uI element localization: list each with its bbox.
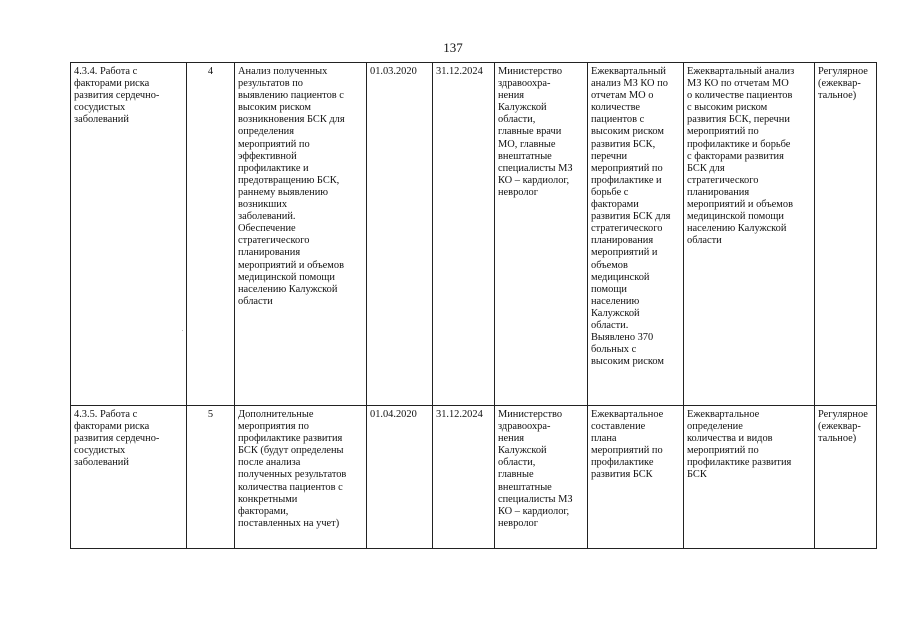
start-date-cell: 01.04.2020 [367,406,433,549]
activity-cell: Дополнительные мероприятия по профилактике развития БСК (будут определены после анализа полученных результатов количества пациентов с конкретными факторами, поставленных на учет) [235,406,367,549]
control-cell: Ежеквартальный анализ МЗ КО по отчетам МО о количестве пациентов с высоким риском развития БСК, перечни мероприятий по профилактике и борьбе с факторами развития БСК для стратегического планирования мероприятий и объемов медицинской помощи населению Калужской области [684,63,815,406]
end-date-cell: 31.12.2024 [433,63,495,406]
task-cell: 4.3.4. Работа с факторами риска развития сердечно- сосудистых заболеваний [71,63,187,406]
table-row [71,63,877,406]
result-cell: Ежеквартальное составление плана мероприятий по профилактике развития БСК [588,406,684,549]
result-cell: Ежеквартальный анализ МЗ КО по отчетам МО о количестве пациентов с высоким риском развития БСК, перечни мероприятий по профилактике и борьбе с факторами развития БСК для стратегического планирования мероприятий и объемов медицинской помощи населению Калужской области. Выявлено 370 больных с высоким риском [588,63,684,406]
control-cell: Ежеквартальное определение количества и видов мероприятий по профилактике развития БСК [684,406,815,549]
responsible-cell: Министерство здравоохра- нения Калужской области, главные внештатные специалисты МЗ КО – кардиолог, невролог [495,406,588,549]
page-number: 137 [443,40,463,55]
end-date-cell: 31.12.2024 [433,406,495,549]
start-date-cell: 01.03.2020 [367,63,433,406]
table-row [71,406,877,549]
number-cell: 5 [187,406,235,549]
number-cell: 4 [187,63,235,406]
scan-dot [182,330,183,331]
measures-table [70,62,877,549]
task-cell: 4.3.5. Работа с факторами риска развития сердечно- сосудистых заболеваний [71,406,187,549]
responsible-cell: Министерство здравоохра- нения Калужской области, главные врачи МО, главные внештатные специалисты МЗ КО – кардиолог, невролог [495,63,588,406]
periodicity-cell: Регулярное (ежеквар- тальное) [815,406,877,549]
activity-cell: Анализ полученных результатов по выявлению пациентов с высоким риском возникновения БСК для определения мероприятий по эффективной профилактике и предотвращению БСК, раннему выявлению возникших заболеваний. Обеспечение стратегического планирования мероприятий и объемов медицинской помощи населению Калужской области [235,63,367,406]
periodicity-cell: Регулярное (ежеквар- тальное) [815,63,877,406]
